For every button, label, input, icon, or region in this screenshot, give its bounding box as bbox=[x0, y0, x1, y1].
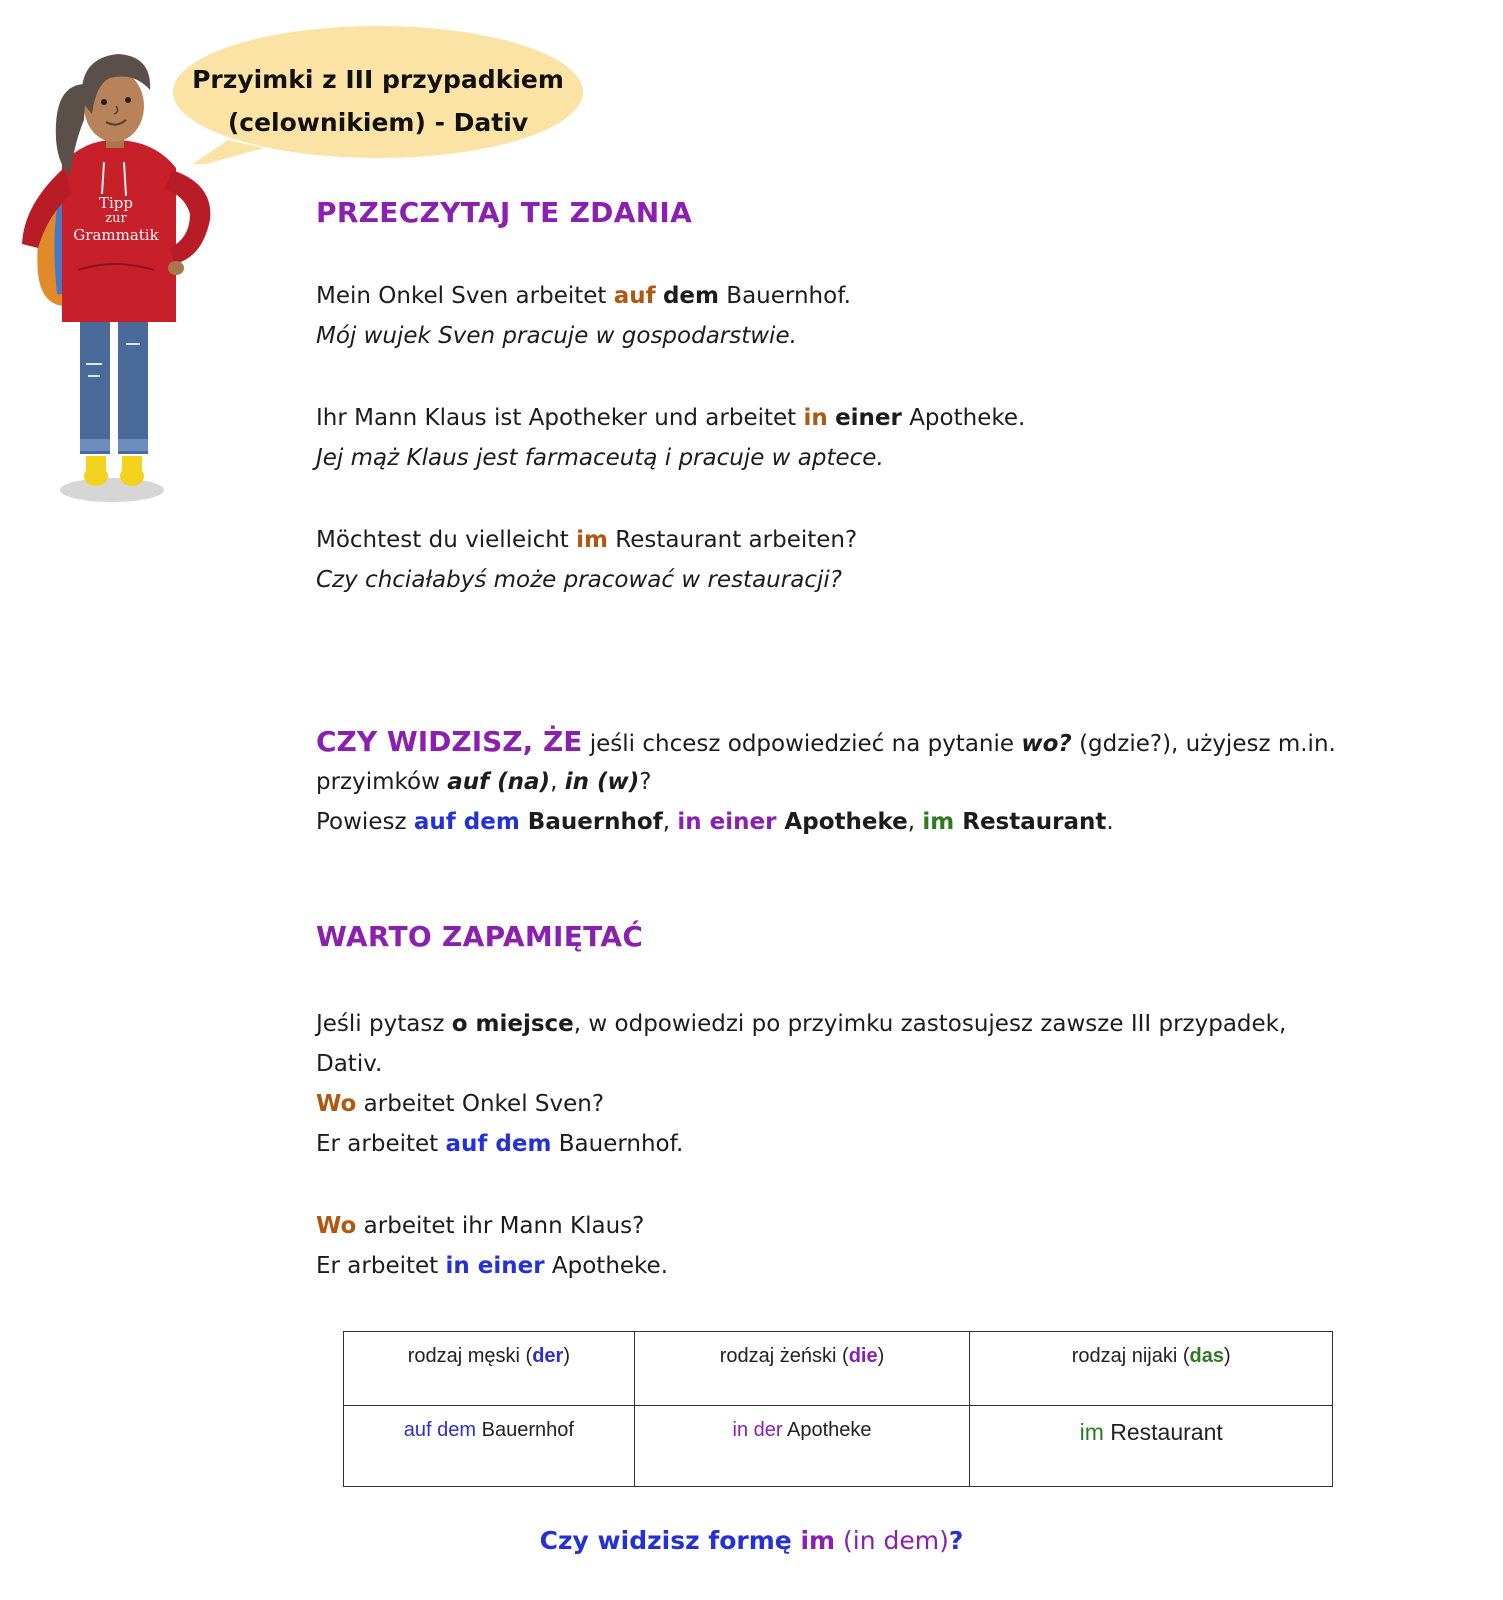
section-heading-remember: WARTO ZAPAMIĘTAĆ bbox=[316, 920, 644, 953]
hoodie-text-1: Tipp bbox=[98, 194, 134, 212]
answer-1: Er arbeitet auf dem Bauernhof. bbox=[316, 1131, 684, 1157]
question-2: Wo arbeitet ihr Mann Klaus? bbox=[316, 1213, 645, 1239]
see-that-line-3: Powiesz auf dem Bauernhof, in einer Apotheke, im Restaurant. bbox=[316, 809, 1114, 835]
preposition-im: im bbox=[576, 527, 608, 553]
sentence-1-translation: Mój wujek Sven pracuje w gospodarstwie. bbox=[316, 323, 797, 349]
see-that-line-1: CZY WIDZISZ, ŻE jeśli chcesz odpowiedzieć na pytanie wo? (gdzie?), użyjesz m.in. bbox=[316, 725, 1336, 758]
table-cell-neuter: im Restaurant bbox=[970, 1406, 1333, 1487]
closing-question: Czy widzisz formę im (in dem)? bbox=[539, 1526, 964, 1555]
table-header-feminine: rodzaj żeński (die) bbox=[634, 1332, 970, 1406]
hoodie-text-2: zur bbox=[105, 211, 127, 226]
table-header-neuter: rodzaj nijaki (das) bbox=[970, 1332, 1333, 1406]
remember-line-1: Jeśli pytasz o miejsce, w odpowiedzi po przyimku zastosujesz zawsze III przypadek, bbox=[316, 1011, 1287, 1037]
question-1: Wo arbeitet Onkel Sven? bbox=[316, 1091, 605, 1117]
bubble-title-line-1: Przyimki z III przypadkiem bbox=[192, 65, 564, 94]
bubble-title-line-2: (celownikiem) - Dativ bbox=[227, 108, 529, 137]
preposition-auf: auf bbox=[613, 283, 656, 309]
sentence-1: Mein Onkel Sven arbeitet auf dem Bauernhof. bbox=[316, 283, 851, 309]
sentence-2-translation: Jej mąż Klaus jest farmaceutą i pracuje w aptece. bbox=[316, 445, 884, 471]
table-header-row bbox=[344, 1332, 1333, 1406]
sentence-3: Möchtest du vielleicht im Restaurant arbeiten? bbox=[316, 527, 858, 553]
hoodie-text-3: Grammatik bbox=[73, 226, 159, 244]
article-dem: dem bbox=[662, 283, 719, 309]
sentence-2: Ihr Mann Klaus ist Apotheker und arbeitet in einer Apotheke. bbox=[316, 405, 1026, 431]
table-header-masculine: rodzaj męski (der) bbox=[344, 1332, 635, 1406]
article-einer: einer bbox=[835, 405, 902, 431]
table-cell-masculine: auf dem Bauernhof bbox=[344, 1406, 635, 1487]
section-heading-see-that: CZY WIDZISZ, ŻE bbox=[316, 725, 583, 758]
bubble-title bbox=[188, 58, 568, 144]
table-cell-feminine: in der Apotheke bbox=[634, 1406, 970, 1487]
see-that-line-2: przyimków auf (na), in (w)? bbox=[316, 769, 652, 795]
table-row bbox=[344, 1406, 1333, 1487]
remember-line-2: Dativ. bbox=[316, 1051, 383, 1077]
sentence-3-translation: Czy chciałabyś może pracować w restauracji? bbox=[316, 567, 842, 593]
preposition-in: in bbox=[803, 405, 828, 431]
section-heading-read-sentences: PRZECZYTAJ TE ZDANIA bbox=[316, 196, 693, 229]
gender-forms-table bbox=[343, 1331, 1333, 1487]
answer-2: Er arbeitet in einer Apotheke. bbox=[316, 1253, 669, 1279]
